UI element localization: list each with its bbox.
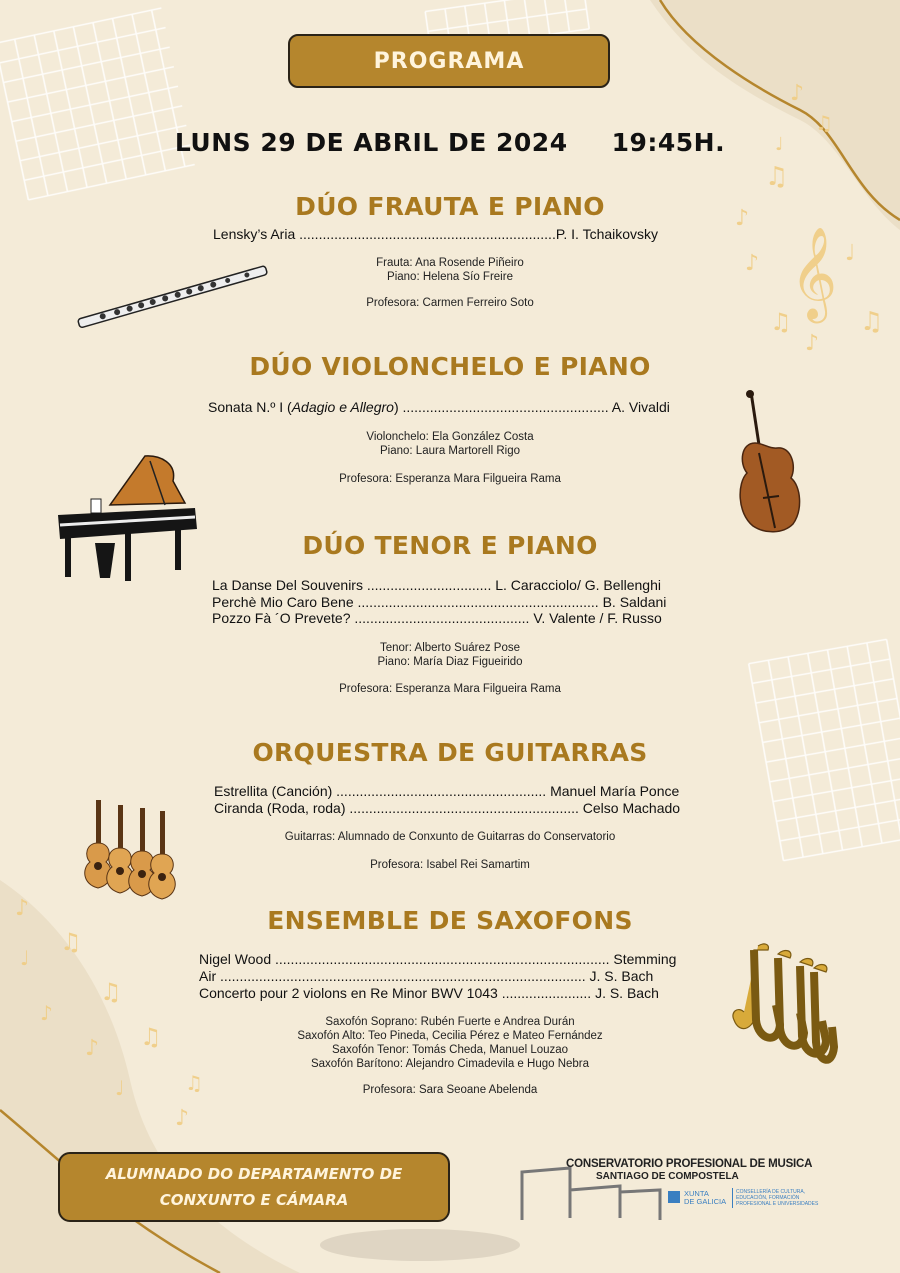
svg-text:♪: ♪ (15, 896, 30, 921)
svg-text:♫: ♫ (770, 308, 792, 336)
program-header-box (288, 34, 610, 88)
svg-text:♫: ♫ (60, 928, 82, 956)
svg-text:♫: ♫ (765, 162, 789, 192)
svg-text:♪: ♪ (805, 331, 820, 356)
svg-text:♩: ♩ (20, 946, 30, 970)
section-title-cello-piano: DÚO VIOLONCHELO E PIANO (249, 352, 651, 381)
saxophones-icon (728, 940, 843, 1080)
svg-text:♪: ♪ (745, 251, 760, 276)
cello-icon (735, 388, 805, 536)
piece-line: Sonata N.º I (Adagio e Allegro) ..................................................... A. Vivaldi (208, 399, 670, 415)
section-title-flute-piano: DÚO FRAUTA E PIANO (295, 192, 605, 221)
piece-line: La Danse Del Souvenirs ................................ L. Caracciolo/ G. Bellenghi (212, 577, 661, 593)
svg-text:𝄞: 𝄞 (790, 226, 838, 319)
svg-text:♪: ♪ (85, 1036, 100, 1061)
svg-text:♪: ♪ (40, 1001, 53, 1025)
section-title-sax-ensemble: ENSEMBLE DE SAXOFONS (267, 906, 633, 935)
teacher: Profesora: Esperanza Mara Filgueira Rama (339, 683, 561, 695)
piece-line: Perchè Mio Caro Bene .............................................................. B. Saldani (212, 594, 667, 610)
school-name-line1: CONSERVATORIO PROFESIONAL DE MUSICA (566, 1158, 813, 1170)
piece-line: Ciranda (Roda, roda) ........................................................... Celso Machado (214, 800, 681, 816)
performers: Guitarras: Alumnado de Conxunto de Guitarras do Conservatorio (284, 831, 616, 843)
grand-piano-icon (55, 453, 200, 593)
conselleria-name: CONSELLERÍA DE CULTURA, EDUCACIÓN, FORMACIÓN PROFESIONAL E UNIVERSIDADES (736, 1189, 819, 1207)
svg-text:♫: ♫ (185, 1071, 203, 1095)
teacher: Profesora: Sara Seoane Abelenda (362, 1084, 538, 1096)
svg-text:♩: ♩ (115, 1076, 125, 1100)
piece-line: Estrellita (Canción) ...................................................... Manuel María Ponce (214, 783, 680, 799)
svg-text:♫: ♫ (860, 307, 884, 337)
department-line1: ALUMNADO DO DEPARTAMENTO DE (105, 1165, 403, 1183)
section-title-tenor-piano: DÚO TENOR E PIANO (302, 531, 598, 560)
piece-line: Nigel Wood ...................................................................................... Stemming (199, 951, 677, 967)
section-title-guitar-orchestra: ORQUESTRA DE GUITARRAS (252, 738, 648, 767)
guitars-icon (78, 798, 183, 900)
piece-line: Pozzo Fà ´O Prevete? ............................................. V. Valente / F. Russo (212, 610, 662, 626)
school-name-line2: SANTIAGO DE COMPOSTELA (596, 1171, 739, 1182)
svg-text:♪: ♪ (790, 81, 805, 106)
performers: Violonchelo: Ela González Costa Piano: Laura Martorell Rigo (366, 431, 534, 457)
department-box (58, 1152, 450, 1222)
svg-text:♩: ♩ (845, 241, 856, 266)
piece-line: Concerto pour 2 violons en Re Minor BWV 1043 ....................... J. S. Bach (199, 985, 659, 1001)
teacher: Profesora: Isabel Rei Samartim (370, 859, 530, 871)
program-label: PROGRAMA (373, 48, 525, 74)
xunta-logo-icon (668, 1191, 680, 1203)
svg-text:♩: ♩ (775, 134, 784, 155)
svg-text:♪: ♪ (735, 206, 750, 231)
event-time: 19:45H. (611, 128, 726, 157)
event-date-line (0, 128, 900, 157)
performers: Frauta: Ana Rosende Piñeiro Piano: Helena Sío Freire (376, 257, 524, 283)
flute-icon (70, 265, 275, 330)
xunta-name: XUNTA DE GALICIA (684, 1189, 727, 1206)
svg-text:♫: ♫ (100, 978, 122, 1006)
svg-text:♪: ♪ (175, 1106, 190, 1131)
piece-line: Lensky’s Aria ..................................................................P. I. Tchaikovsky (213, 226, 659, 242)
piece-line: Air .............................................................................................. J. S. Bach (199, 968, 654, 984)
department-line2: CONXUNTO E CÁMARA (159, 1191, 349, 1209)
performers: Saxofón Soprano: Rubén Fuerte e Andrea Durán Saxofón Alto: Teo Pineda, Cecilia Pérez e Mateo Fernández Saxofón Tenor: Tomás Cheda, Manuel Louzao Saxofón Barítono: Alejandro Cimadevila e Hugo Nebra (297, 1016, 603, 1070)
teacher: Profesora: Carmen Ferreiro Soto (366, 297, 534, 309)
svg-text:♫: ♫ (815, 111, 833, 135)
performers: Tenor: Alberto Suárez Pose Piano: María Diaz Figueirido (377, 642, 523, 668)
event-date: LUNS 29 DE ABRIL DE 2024 (174, 128, 568, 157)
svg-text:♫: ♫ (140, 1023, 162, 1051)
teacher: Profesora: Esperanza Mara Filgueira Rama (339, 473, 561, 485)
